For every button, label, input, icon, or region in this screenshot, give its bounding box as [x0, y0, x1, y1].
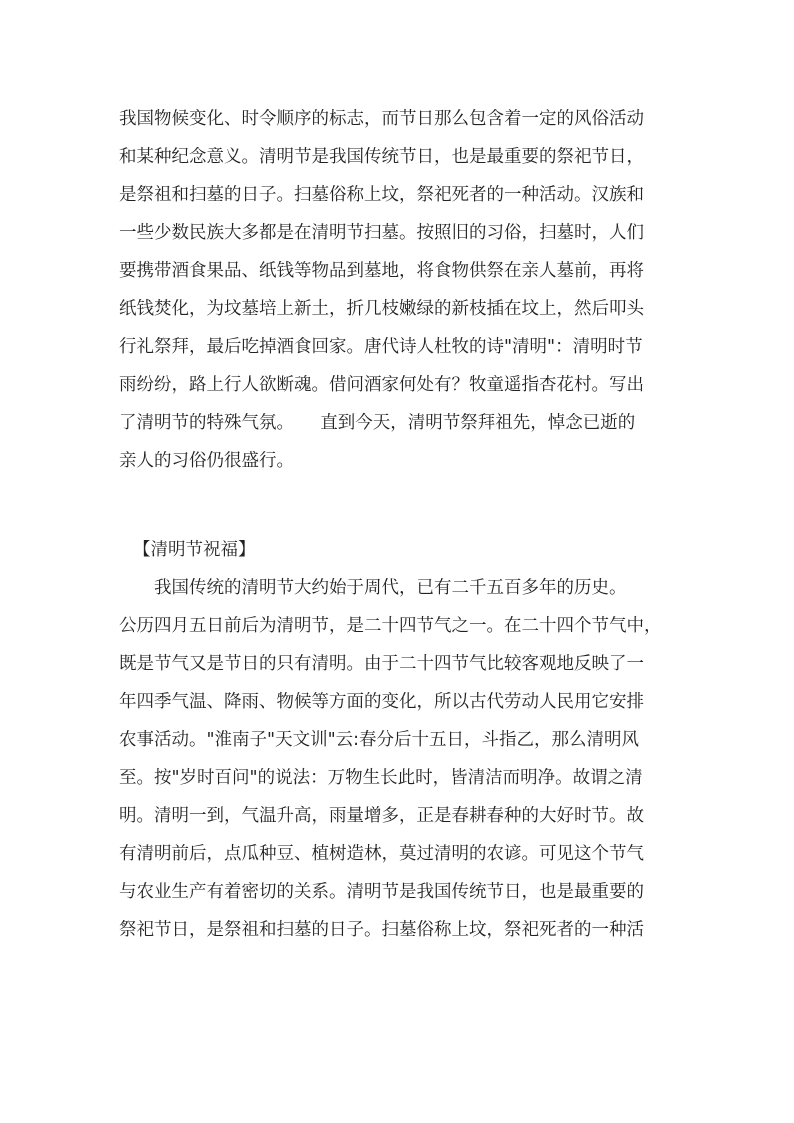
- paragraph-2-line-9: 与农业生产有着密切的关系。清明节是我国传统节日，也是最重要的: [119, 882, 644, 902]
- paragraph-2-line-5: 农事活动。"淮南子"天文训"云:春分后十五日，斗指乙，那么清明风: [119, 730, 640, 750]
- paragraph-1-line-5: 要携带酒食果品、纸钱等物品到墓地，将食物供祭在亲人墓前，再将: [119, 261, 644, 281]
- paragraph-1-line-1: 我国物候变化、时令顺序的标志，而节日那么包含着一定的风俗活动: [119, 109, 644, 129]
- paragraph-1-line-8: 雨纷纷，路上行人欲断魂。借问酒家何处有？牧童遥指杏花村。写出: [119, 375, 644, 395]
- paragraph-1-line-10: 亲人的习俗仍很盛行。: [119, 451, 294, 471]
- paragraph-2-line-10: 祭祀节日，是祭祖和扫墓的日子。扫墓俗称上坟，祭祀死者的一种活: [119, 920, 644, 940]
- paragraph-1-line-2: 和某种纪念意义。清明节是我国传统节日，也是最重要的祭祀节日，: [119, 147, 644, 167]
- section-heading: 【清明节祝福】: [133, 540, 256, 560]
- paragraph-2-line-7: 明。清明一到，气温升高，雨量增多，正是春耕春种的大好时节。故: [119, 806, 644, 826]
- paragraph-1-line-4: 一些少数民族大多都是在清明节扫墓。按照旧的习俗，扫墓时，人们: [119, 223, 644, 243]
- paragraph-1-line-6: 纸钱焚化，为坟墓培上新土，折几枝嫩绿的新枝插在坟上，然后叩头: [119, 299, 644, 319]
- paragraph-1-line-7: 行礼祭拜，最后吃掉酒食回家。唐代诗人杜牧的诗"清明"：清明时节: [119, 337, 643, 357]
- paragraph-2-line-3: 既是节气又是节日的只有清明。由于二十四节气比较客观地反映了一: [119, 654, 644, 674]
- paragraph-2-line-8: 有清明前后，点瓜种豆、植树造林，莫过清明的农谚。可见这个节气: [119, 844, 644, 864]
- paragraph-2-line-1: 我国传统的清明节大约始于周代，已有二千五百多年的历史。: [119, 578, 627, 598]
- paragraph-2-line-4: 年四季气温、降雨、物候等方面的变化，所以古代劳动人民用它安排: [119, 692, 644, 712]
- paragraph-1-line-9: 了清明节的特殊气氛。 直到今天，清明节祭拜祖先，悼念已逝的: [119, 413, 636, 433]
- paragraph-1-line-3: 是祭祖和扫墓的日子。扫墓俗称上坟，祭祀死者的一种活动。汉族和: [119, 185, 644, 205]
- paragraph-2-line-2: 公历四月五日前后为清明节，是二十四节气之一。在二十四个节气中，: [119, 616, 662, 636]
- paragraph-2-line-6: 至。按"岁时百问"的说法：万物生长此时，皆清洁而明净。故谓之清: [119, 768, 643, 788]
